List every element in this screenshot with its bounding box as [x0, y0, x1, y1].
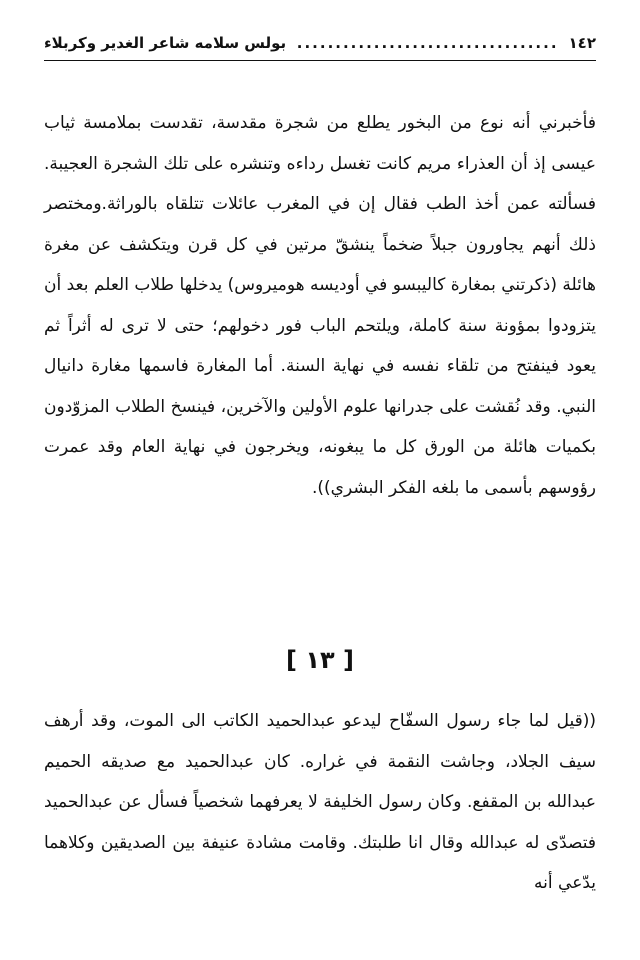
section-number: [ ١٣ ] — [286, 646, 354, 674]
page-number: ١٤٢ — [568, 34, 596, 52]
header-rule — [44, 60, 596, 61]
running-header — [44, 30, 596, 56]
running-title: بولس سلامه شاعر الغدير وكربلاء — [44, 34, 287, 52]
paragraph-continued: فأخبرني أنه نوع من البخور يطلع من شجرة مقدسة، تقدست بملامسة ثياب عيسى إذ أن العذراء مريم كانت تغسل رداءه وتنشره على تلك الشجرة العجيبة. فسألته عمن أخذ الطب فقال إن في المغرب عائلات تتلقاه بالوراثة.ومختصر ذلك أنهم يجاورون جبلاً ضخماً ينشقّ مرتين في كل قرن ويتكشف عن مغرة هائلة (ذكرتني بمغارة كاليبسو في أوديسه هوميروس) يدخلها طلاب العلم بعد أن يتزودوا بمؤونة سنة كاملة، ويلتحم الباب فور دخولهم؛ حتى لا ترى له أثراً ثم يعود فينفتح من تلقاء نفسه في نهاية السنة. أما المغارة فاسمها مغارة دانيال النبي. وقد نُقشت على جدرانها علوم الأولين والآخرين، فينسخ الطلاب المزوّدون بكميات هائلة من الورق كل ما يبغونه، ويخرجون في نهاية العام وقد عمرت رؤوسهم بأسمى ما بلغه الفكر البشري)). — [44, 113, 596, 498]
header-leader-dots — [296, 34, 558, 52]
paragraph-section-13: ((قيل لما جاء رسول السفّاح ليدعو عبدالحميد الكاتب الى الموت، وقد أرهف سيف الجلاد، وجاشت النقمة في غراره. كان عبدالحميد مع صديقه الحميم عبدالله بن المقفع. وكان رسول الخليفة لا يعرفهما شخصياً فسأل عن عبدالحميد فتصدّى له عبدالله وقال انا طلبتك. وقامت مشادة عنيفة بين الصديقين وكلاهما يدّعي أنه — [44, 711, 596, 893]
